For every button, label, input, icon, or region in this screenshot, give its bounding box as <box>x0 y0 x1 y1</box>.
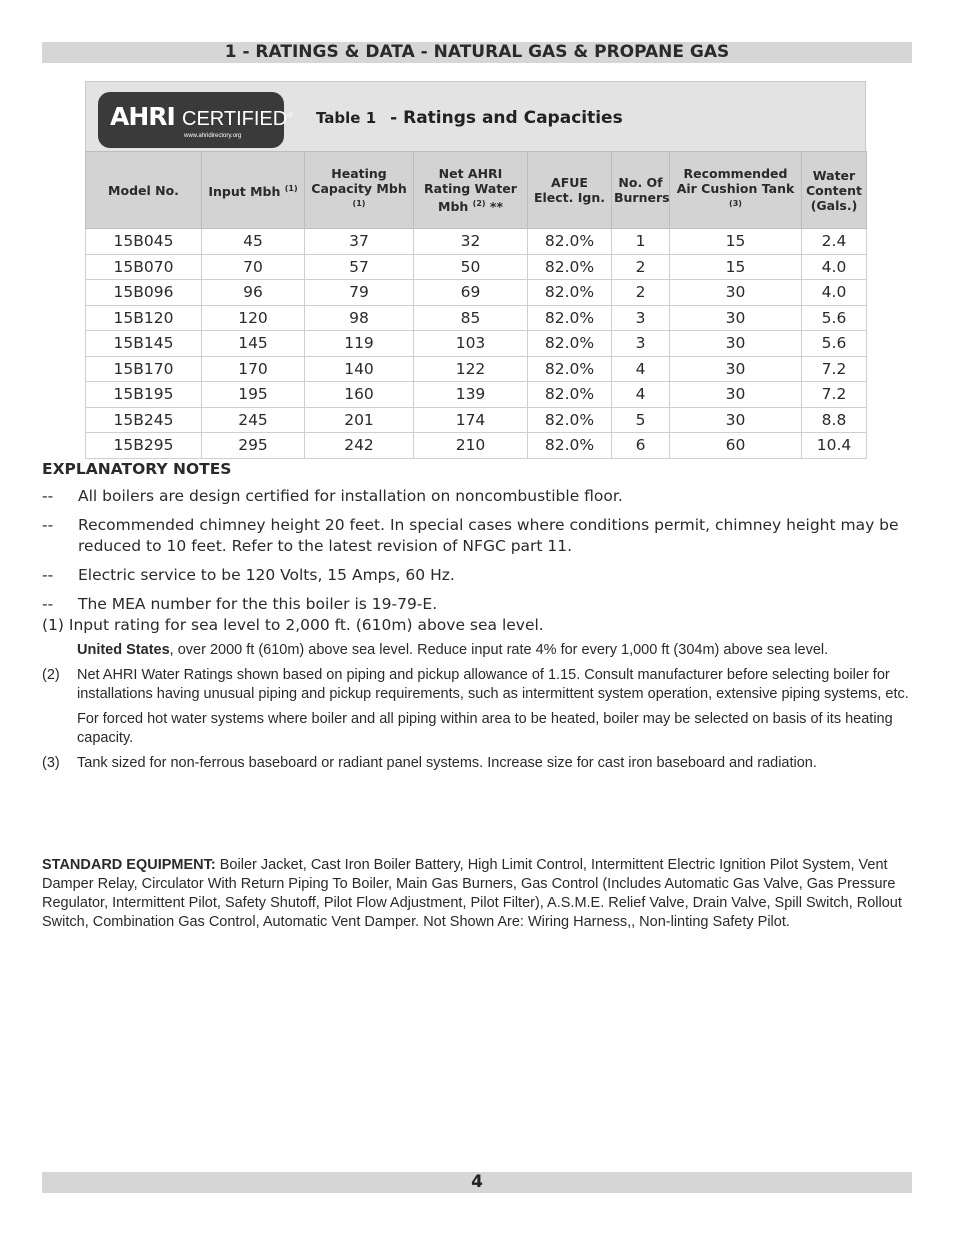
standard-equipment <box>42 856 914 932</box>
table-cell: 82.0% <box>528 407 612 433</box>
table-cell: 174 <box>414 407 528 433</box>
footnote-3: (3) Tank sized for non-ferrous baseboard or radiant panel systems. Increase size for cast iron baseboard and radiation. <box>42 755 817 771</box>
table-cell: 195 <box>202 382 305 408</box>
table-cell: 15 <box>670 229 802 255</box>
table-cell: 45 <box>202 229 305 255</box>
column-header: Recommended Air Cushion Tank $^{(3)}$ <box>670 152 802 229</box>
ratings-table-block <box>85 81 866 459</box>
table-cell: 1 <box>612 229 670 255</box>
table-cell: 15B295 <box>86 433 202 459</box>
table-cell: 85 <box>414 305 528 331</box>
table-cell: 2.4 <box>802 229 867 255</box>
table-row <box>86 382 867 408</box>
table-cell: 30 <box>670 305 802 331</box>
table-cell: 82.0% <box>528 229 612 255</box>
table-cell: 79 <box>305 280 414 306</box>
table-cell: 15B096 <box>86 280 202 306</box>
table-cell: 15B070 <box>86 254 202 280</box>
table-cell: 15B245 <box>86 407 202 433</box>
footnote-2-extra: For forced hot water systems where boiler and all piping within area to be heated, boiler may be selected on basis of its heating capacity. <box>77 711 893 746</box>
table-cell: 15B145 <box>86 331 202 357</box>
logo-url: www.ahridirectory.org <box>184 133 242 139</box>
table-cell: 30 <box>670 382 802 408</box>
table-cell: 242 <box>305 433 414 459</box>
table-cell: 210 <box>414 433 528 459</box>
section-title: 1 - RATINGS & DATA - NATURAL GAS & PROPANE GAS <box>42 42 912 63</box>
table-cell: 15B195 <box>86 382 202 408</box>
column-header: Water Content (Gals.) <box>802 152 867 229</box>
table-cell: 70 <box>202 254 305 280</box>
table-cell: 4 <box>612 382 670 408</box>
table-cell: 3 <box>612 305 670 331</box>
table-cell: 82.0% <box>528 254 612 280</box>
table-cell: 5.6 <box>802 305 867 331</box>
footnote-1: (1) Input rating for sea level to 2,000 ft. (610m) above sea level. <box>42 616 544 634</box>
table-cell: 82.0% <box>528 433 612 459</box>
table-cell: 4.0 <box>802 280 867 306</box>
table-cell: 119 <box>305 331 414 357</box>
notes-list <box>42 486 912 615</box>
table-header-row <box>86 152 867 229</box>
table-cell: 82.0% <box>528 280 612 306</box>
table-cell: 15 <box>670 254 802 280</box>
standard-equipment-text: Boiler Jacket, Cast Iron Boiler Battery, High Limit Control, Intermittent Electric Ignition Pilot System, Vent Damper Relay, Circulator With Return Piping To Boiler, Main Gas Burners, Gas Control (Includes Automatic Gas Valve, Gas Pressure Regulator, Intermittent Pilot, Safety Shutoff, Pilot Flow Adjustment, Pilot Filter), A.S.M.E. Relief Valve, Drain Valve, Spill Switch, Rollout Switch, Combination Gas Control, Automatic Vent Damper. Not Shown Are: Wiring Harness,, Non-linting Safety Pilot. <box>42 857 902 930</box>
table-cell: 2 <box>612 254 670 280</box>
note-item: -- All boilers are design certified for installation on noncombustible floor. <box>42 487 623 505</box>
standard-equipment-label: STANDARD EQUIPMENT: <box>42 857 216 873</box>
table-row <box>86 356 867 382</box>
table-cell: 82.0% <box>528 305 612 331</box>
table-cell: 32 <box>414 229 528 255</box>
footnote-2: (2) Net AHRI Water Ratings shown based on piping and pickup allowance of 1.15. Consult manufacturer before selecting boiler for installations having unusual piping and pickup requirements, such as intermittent system operation, extensive piping systems, etc. <box>42 667 909 702</box>
table-cell: 7.2 <box>802 356 867 382</box>
table-row <box>86 254 867 280</box>
table-cell: 4.0 <box>802 254 867 280</box>
note-item: -- The MEA number for the this boiler is 19-79-E. <box>42 595 438 613</box>
table-cell: 140 <box>305 356 414 382</box>
table-cell: 30 <box>670 280 802 306</box>
table-cell: 69 <box>414 280 528 306</box>
table-cell: 5.6 <box>802 331 867 357</box>
notes-heading: EXPLANATORY NOTES <box>42 460 232 478</box>
table-label: Table 1 <box>316 109 377 127</box>
table-row <box>86 407 867 433</box>
table-cell: 2 <box>612 280 670 306</box>
table-cell: 295 <box>202 433 305 459</box>
ahri-certified-logo <box>98 92 294 148</box>
table-cell: 82.0% <box>528 331 612 357</box>
table-cell: 82.0% <box>528 356 612 382</box>
page-number: 4 <box>42 1172 912 1193</box>
ratings-table <box>85 151 867 459</box>
table-cell: 57 <box>305 254 414 280</box>
table-row <box>86 305 867 331</box>
table-cell: 5 <box>612 407 670 433</box>
table-title <box>316 108 623 128</box>
table-cell: 30 <box>670 331 802 357</box>
note-item: -- Recommended chimney height 20 feet. In special cases where conditions permit, chimney height may be reduced to 10 feet. Refer to the latest revision of NFGC part 11. <box>42 516 899 555</box>
table-cell: 37 <box>305 229 414 255</box>
column-header: No. Of Burners <box>612 152 670 229</box>
table-cell: 15B170 <box>86 356 202 382</box>
column-header: Net AHRI Rating Water Mbh $^{(2)}$ ** <box>414 152 528 229</box>
table-cell: 3 <box>612 331 670 357</box>
table-cell: 30 <box>670 356 802 382</box>
table-cell: 160 <box>305 382 414 408</box>
logo-word: CERTIFIED® <box>182 108 294 130</box>
table-cell: 6 <box>612 433 670 459</box>
table-cell: 7.2 <box>802 382 867 408</box>
logo-brand: AHRI <box>110 102 175 131</box>
column-header: Input Mbh $^{(1)}$ <box>202 152 305 229</box>
table-cell: 145 <box>202 331 305 357</box>
table-cell: 60 <box>670 433 802 459</box>
table-cell: 122 <box>414 356 528 382</box>
table-cell: 96 <box>202 280 305 306</box>
table-row <box>86 280 867 306</box>
table-cell: 245 <box>202 407 305 433</box>
table-cell: 10.4 <box>802 433 867 459</box>
table-cell: 15B120 <box>86 305 202 331</box>
column-header: Heating Capacity Mbh $^{(1)}$ <box>305 152 414 229</box>
table-cell: 98 <box>305 305 414 331</box>
column-header: AFUE Elect. Ign. <box>528 152 612 229</box>
table-cell: 82.0% <box>528 382 612 408</box>
table-row <box>86 331 867 357</box>
table-cell: 103 <box>414 331 528 357</box>
table-cell: 50 <box>414 254 528 280</box>
table-cell: 8.8 <box>802 407 867 433</box>
table-cell: 30 <box>670 407 802 433</box>
table-row <box>86 229 867 255</box>
table-cell: 15B045 <box>86 229 202 255</box>
table-header-band <box>85 81 866 151</box>
table-cell: 120 <box>202 305 305 331</box>
note-item: -- Electric service to be 120 Volts, 15 Amps, 60 Hz. <box>42 566 455 584</box>
table-caption: - Ratings and Capacities <box>390 108 623 128</box>
table-cell: 201 <box>305 407 414 433</box>
table-row <box>86 433 867 459</box>
table-cell: 4 <box>612 356 670 382</box>
footnote-1-us: United States, over 2000 ft (610m) above sea level. Reduce input rate 4% for every 1,000 ft (304m) above sea level. <box>77 642 829 658</box>
explanatory-notes <box>42 460 912 773</box>
column-header: Model No. <box>86 152 202 229</box>
table-cell: 170 <box>202 356 305 382</box>
table-cell: 139 <box>414 382 528 408</box>
